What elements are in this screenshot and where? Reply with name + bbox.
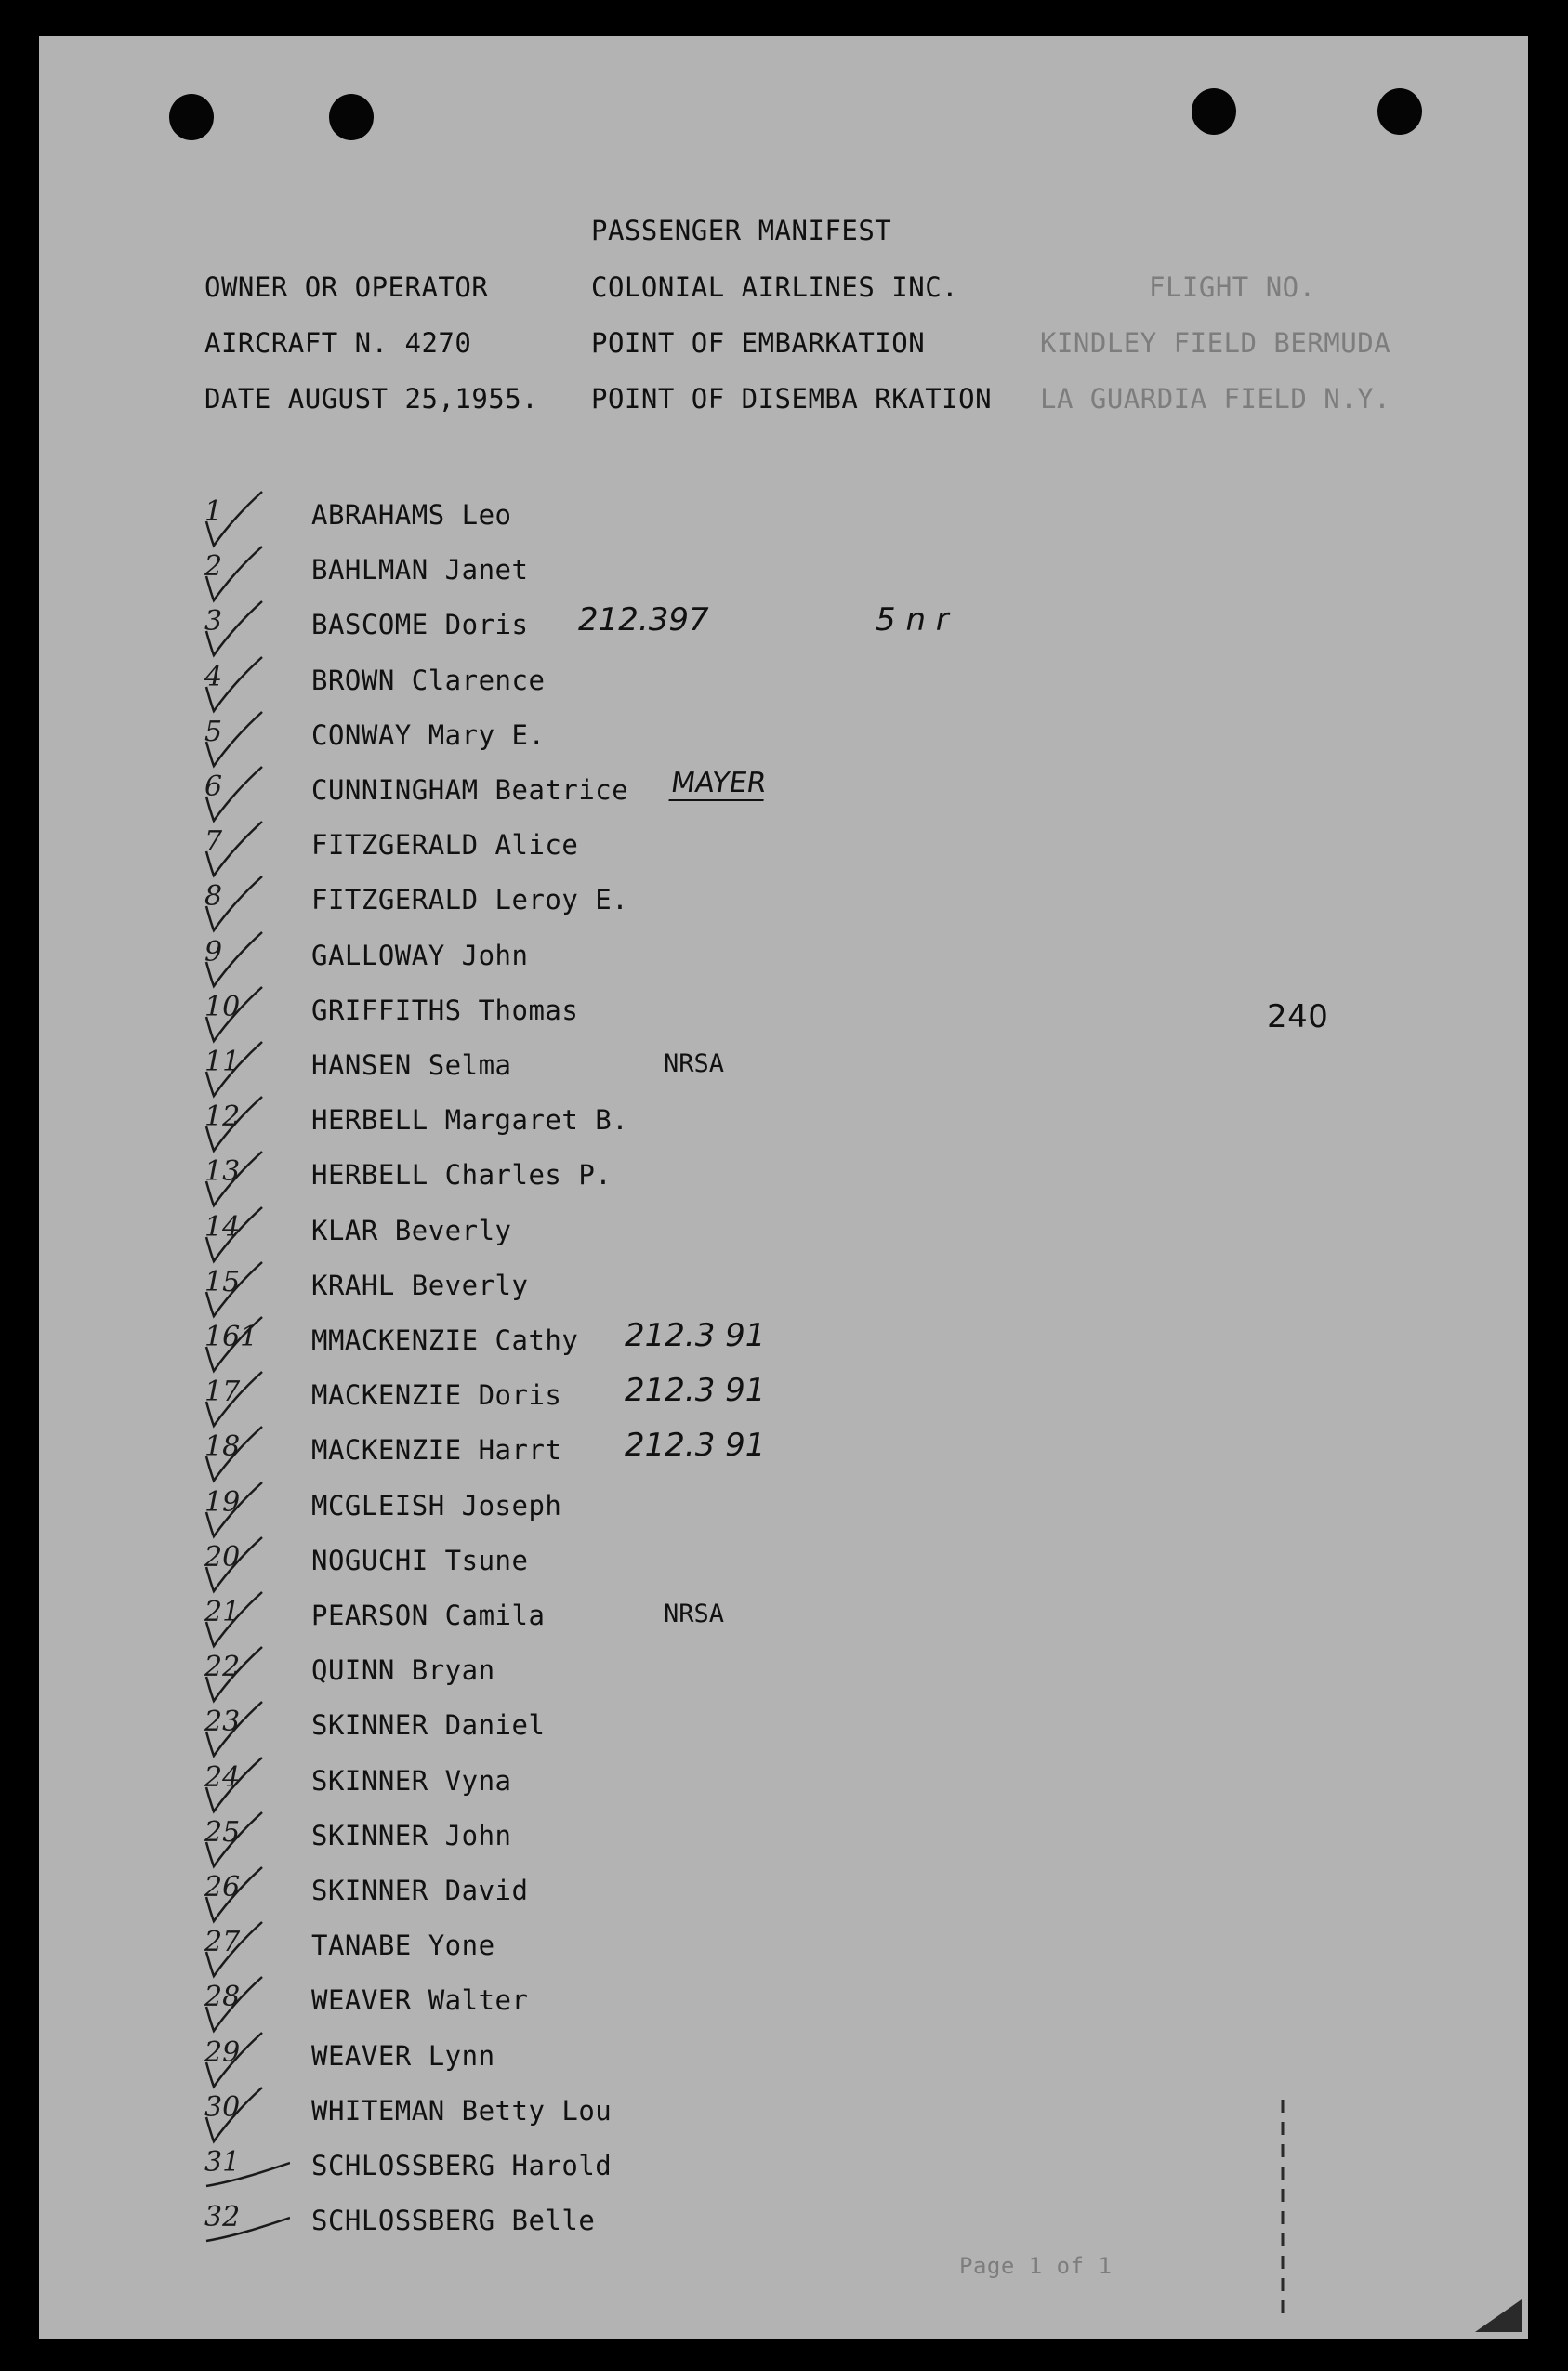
- passenger-number: 21: [204, 1596, 241, 1628]
- punch-hole: [169, 94, 214, 140]
- passenger-row: [39, 1482, 1528, 1536]
- passenger-number: 12: [204, 1100, 241, 1134]
- passenger-number: 8: [204, 880, 223, 914]
- passenger-row: [39, 1042, 1528, 1096]
- passenger-number: 28: [204, 1981, 241, 2014]
- passenger-name: SKINNER Vyna: [311, 1764, 512, 1797]
- passenger-number: 30: [204, 2090, 241, 2124]
- punch-hole: [329, 94, 374, 140]
- passenger-name: MACKENZIE Doris: [311, 1379, 562, 1412]
- passenger-name: NOGUCHI Tsune: [311, 1544, 529, 1576]
- passenger-name: HERBELL Charles P.: [311, 1159, 613, 1192]
- passenger-number: 5: [204, 715, 223, 748]
- passenger-handwritten-note: 212.3 91: [625, 1317, 766, 1354]
- disembark-label: POINT OF DISEMBA RKATION: [591, 383, 993, 415]
- passenger-name: ABRAHAMS Leo: [311, 499, 512, 531]
- passenger-name: GRIFFITHS Thomas: [311, 994, 579, 1026]
- passenger-number: 161: [204, 1321, 258, 1353]
- passenger-row: [39, 1592, 1528, 1646]
- passenger-name: SCHLOSSBERG Harold: [311, 2150, 613, 2181]
- passenger-number: 19: [204, 1485, 241, 1519]
- passenger-name: QUINN Bryan: [311, 1654, 495, 1687]
- passenger-row: [39, 1427, 1528, 1481]
- passenger-row: [39, 492, 1528, 546]
- manifest-sheet: [39, 36, 1528, 2339]
- passenger-handwritten-note: 212.397: [578, 601, 709, 639]
- owner-label: OWNER OR OPERATOR: [204, 271, 489, 303]
- passenger-typed-note: NRSA: [664, 1600, 725, 1628]
- passenger-row: [39, 1758, 1528, 1811]
- passenger-row: [39, 932, 1528, 986]
- passenger-row: [39, 1537, 1528, 1591]
- passenger-row: [39, 1207, 1528, 1261]
- passenger-number: 29: [204, 2035, 241, 2069]
- passenger-number: 3: [204, 605, 223, 639]
- passenger-name: KRAHL Beverly: [311, 1269, 529, 1301]
- passenger-name: MCGLEISH Joseph: [311, 1489, 562, 1521]
- passenger-number: 27: [204, 1926, 241, 1959]
- passenger-row: [39, 1647, 1528, 1701]
- passenger-row: [39, 767, 1528, 821]
- passenger-number: 9: [204, 935, 223, 968]
- aircraft-number: AIRCRAFT N. 4270: [204, 327, 472, 359]
- passenger-number: 22: [204, 1651, 241, 1684]
- passenger-row: [39, 547, 1528, 600]
- passenger-name: BROWN Clarence: [311, 664, 546, 696]
- passenger-row: [39, 822, 1528, 876]
- passenger-number: 1: [204, 495, 223, 528]
- passenger-number: 24: [204, 1760, 241, 1794]
- disembark-value: LA GUARDIA FIELD N.Y.: [1040, 383, 1391, 415]
- passenger-number: 11: [204, 1046, 241, 1078]
- passenger-handwritten-note: MAYER: [668, 767, 769, 799]
- embark-value: KINDLEY FIELD BERMUDA: [1040, 327, 1391, 359]
- passenger-row: [39, 2033, 1528, 2087]
- passenger-name: WHITEMAN Betty Lou: [311, 2094, 613, 2127]
- passenger-row: [39, 1977, 1528, 2031]
- passenger-name: HERBELL Margaret B.: [311, 1104, 629, 1137]
- passenger-number: 7: [204, 825, 223, 859]
- passenger-name: BASCOME Doris: [311, 609, 529, 641]
- page-indicator: Page 1 of 1: [959, 2253, 1113, 2279]
- passenger-row: [39, 1152, 1528, 1205]
- passenger-number: 18: [204, 1430, 241, 1464]
- flight-number-faint: FLIGHT NO.: [1149, 271, 1316, 303]
- passenger-name: FITZGERALD Alice: [311, 829, 579, 862]
- passenger-row: [39, 1262, 1528, 1316]
- passenger-name: WEAVER Walter: [311, 1984, 529, 2017]
- paper-crease-mark: [1266, 2100, 1303, 2332]
- passenger-row: [39, 1867, 1528, 1921]
- passenger-row: [39, 657, 1528, 711]
- passenger-row: [39, 2142, 1528, 2196]
- passenger-row: [39, 1317, 1528, 1371]
- passenger-number: 4: [204, 660, 223, 693]
- corner-fold-mark: [1470, 2281, 1526, 2337]
- passenger-name: SKINNER John: [311, 1819, 512, 1851]
- passenger-name: FITZGERALD Leroy E.: [311, 884, 629, 916]
- passenger-number: 17: [204, 1376, 241, 1409]
- flight-date: DATE AUGUST 25,1955.: [204, 383, 539, 415]
- passenger-name: MACKENZIE Harrt: [311, 1434, 562, 1467]
- passenger-row: [39, 2088, 1528, 2141]
- passenger-name: SCHLOSSBERG Belle: [311, 2205, 596, 2237]
- passenger-name: CONWAY Mary E.: [311, 718, 546, 751]
- passenger-row: [39, 1372, 1528, 1426]
- passenger-name: PEARSON Camila: [311, 1600, 546, 1631]
- manifest-title: PASSENGER MANIFEST: [591, 215, 892, 246]
- passenger-row: [39, 1922, 1528, 1976]
- passenger-number: 2: [204, 550, 223, 584]
- passenger-name: SKINNER David: [311, 1875, 529, 1906]
- passenger-name: CUNNINGHAM Beatrice: [311, 774, 629, 806]
- stamp-number: 240: [1267, 998, 1329, 1035]
- embark-label: POINT OF EMBARKATION: [591, 327, 926, 359]
- passenger-number: 23: [204, 1706, 241, 1739]
- passenger-number: 6: [204, 771, 223, 803]
- passenger-name: BAHLMAN Janet: [311, 554, 529, 586]
- passenger-number: 25: [204, 1815, 241, 1849]
- passenger-row: [39, 2197, 1528, 2251]
- passenger-number: 13: [204, 1155, 241, 1189]
- passenger-row: [39, 1097, 1528, 1151]
- passenger-row: [39, 1702, 1528, 1756]
- passenger-row: [39, 712, 1528, 766]
- passenger-name: TANABE Yone: [311, 1930, 495, 1962]
- passenger-number: 26: [204, 1871, 241, 1903]
- passenger-row: [39, 601, 1528, 655]
- passenger-row: [39, 876, 1528, 930]
- passenger-number: 31: [204, 2146, 241, 2179]
- passenger-name: MMACKENZIE Cathy: [311, 1324, 579, 1356]
- passenger-name: HANSEN Selma: [311, 1049, 512, 1081]
- passenger-number: 20: [204, 1540, 241, 1574]
- owner-value: COLONIAL AIRLINES INC.: [591, 271, 959, 303]
- passenger-handwritten-note: 212.3 91: [625, 1427, 766, 1465]
- passenger-number: 10: [204, 990, 241, 1023]
- passenger-number: 14: [204, 1210, 241, 1244]
- passenger-handwritten-note-2: 5 n r: [876, 601, 949, 639]
- passenger-typed-note: NRSA: [664, 1049, 725, 1078]
- passenger-name: GALLOWAY John: [311, 939, 529, 971]
- punch-hole: [1192, 88, 1236, 135]
- passenger-name: KLAR Beverly: [311, 1214, 512, 1246]
- passenger-handwritten-note: 212.3 91: [625, 1372, 766, 1410]
- passenger-name: SKINNER Daniel: [311, 1709, 546, 1742]
- passenger-number: 15: [204, 1265, 241, 1298]
- passenger-row: [39, 1812, 1528, 1866]
- passenger-name: WEAVER Lynn: [311, 2039, 495, 2072]
- punch-hole: [1377, 88, 1422, 135]
- passenger-row: [39, 987, 1528, 1041]
- passenger-number: 32: [204, 2201, 241, 2234]
